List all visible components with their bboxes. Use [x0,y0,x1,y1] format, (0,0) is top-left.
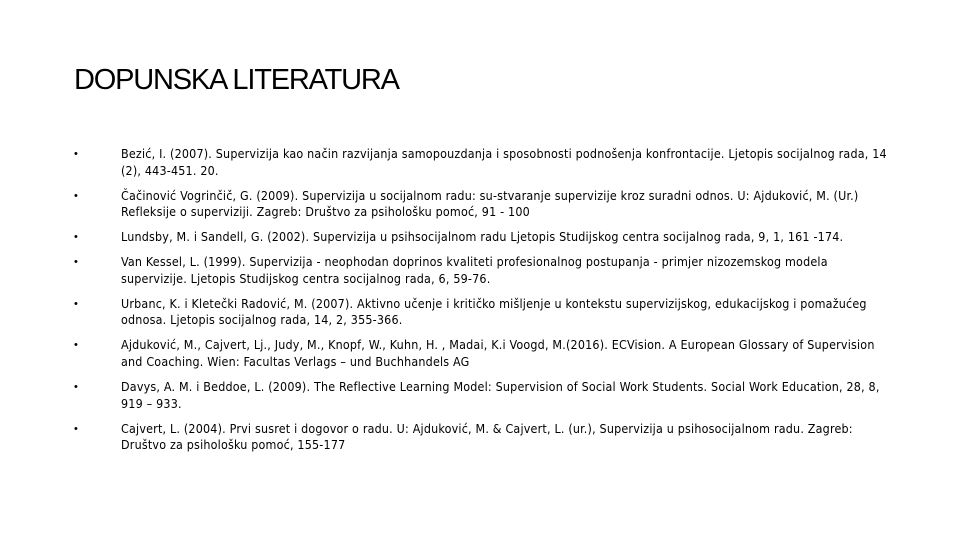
bullet-icon: • [74,381,79,394]
reference-text: Davys, A. M. i Beddoe, L. (2009). The Reflective Learning Model: Supervision of Social Work Students. Social Work Education, 28, 8, 919 – 933. [121,379,880,411]
bullet-icon: • [74,339,79,352]
reference-item [74,188,894,221]
reference-item [74,337,894,370]
reference-text: Urbanc, K. i Kletečki Radović, M. (2007). Aktivno učenje i kritičko mišljenje u kontekstu supervizijskog, edukacijskog i pomažućeg odnosa. Ljetopis socijalnog rada, 14, 2, 355-366. [121,295,867,328]
bullet-icon: • [74,231,79,244]
bullet-icon: • [74,189,79,202]
reference-item [74,254,894,287]
reference-text: Cajvert, L. (2004). Prvi susret i dogovor o radu. U: Ajduković, M. & Cajvert, L. (ur.), Supervizija u psihosocijalnom radu. Zagreb: Društvo za psihološku pomoć, 155-177 [121,420,853,453]
reference-item [74,379,894,412]
bullet-icon: • [74,422,79,435]
reference-text: Lundsby, M. i Sandell, G. (2002). Supervizija u psihsocijalnom radu Ljetopis Studijskog centra socijalnog rada, 9, 1, 161 -174. [121,229,844,245]
reference-text: Čačinović Vogrinčič, G. (2009). Supervizija u socijalnom radu: su-stvaranje supervizije kroz suradni odnos. U: Ajduković, M. (Ur.) Refleksije o superviziji. Zagreb: Društvo za psihološku pomoć, 91 - 100 [121,187,859,220]
reference-text: Bezić, I. (2007). Supervizija kao način razvijanja samopouzdanja i sposobnosti podnošenja konfrontacije. Ljetopis socijalnog rada, 14 (2), 443-451. 20. [121,146,887,178]
bullet-icon: • [74,148,79,160]
reference-text: Ajduković, M., Cajvert, Lj., Judy, M., Knopf, W., Kuhn, H. , Madai, K.i Voogd, M.(2016). ECVision. A European Glossary of Supervision and Coaching. Wien: Facultas Verlags – und Buchhandels AG [121,337,875,369]
reference-item [74,421,894,454]
reference-item [74,296,894,329]
bullet-icon: • [74,256,79,269]
reference-item [74,146,894,179]
reference-list [74,146,894,462]
slide-title: DOPUNSKA LITERATURA [74,64,399,96]
bullet-icon: • [74,297,79,310]
reference-text: Van Kessel, L. (1999). Supervizija - neophodan doprinos kvaliteti profesionalnog postupanja - primjer nizozemskog modela supervizije. Ljetopis Studijskog centra socijalnog rada, 6, 59-76. [121,254,828,286]
reference-item [74,229,894,246]
